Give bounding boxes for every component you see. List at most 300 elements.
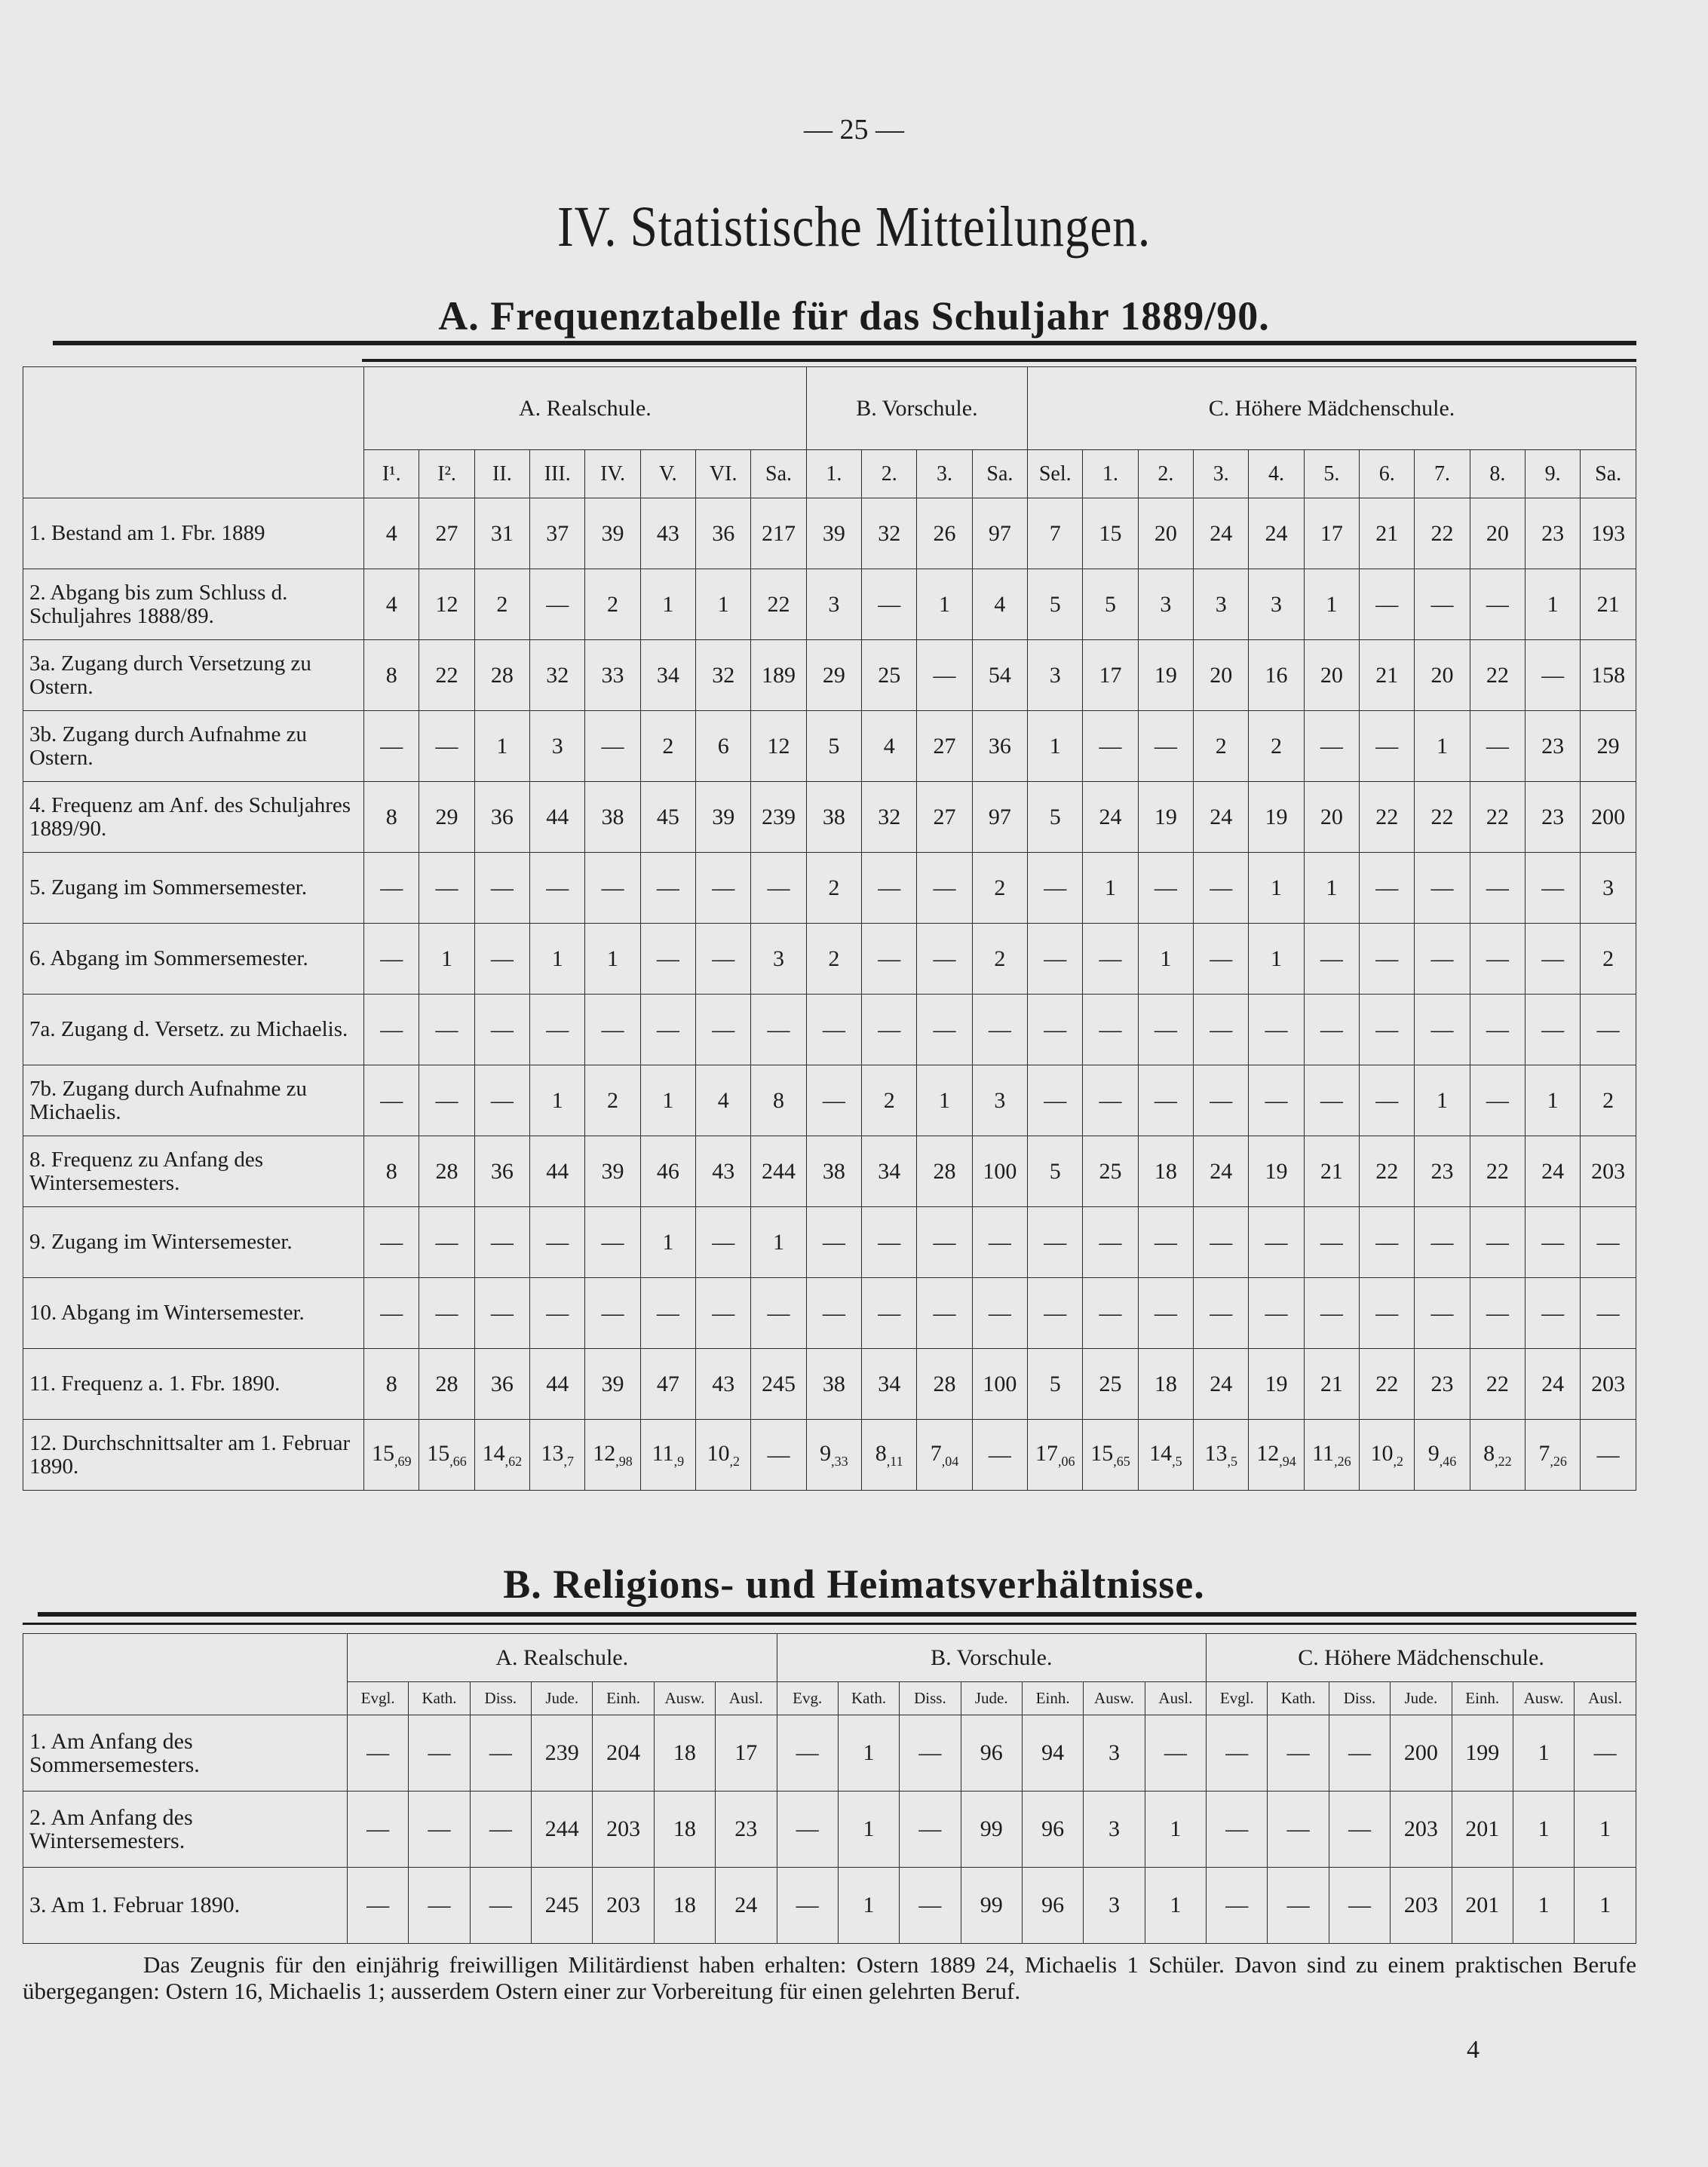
- freq-table-cell: 43: [696, 1349, 751, 1420]
- religion-table-cell: 3: [1084, 1868, 1145, 1944]
- freq-column-header: 3.: [917, 450, 972, 498]
- religion-table-cell: —: [470, 1715, 531, 1792]
- freq-column-header: 2.: [1138, 450, 1193, 498]
- religion-row-label: 2. Am Anfang des Wintersemesters.: [23, 1792, 348, 1868]
- religion-table-cell: 1: [838, 1792, 899, 1868]
- freq-table-cell: —: [1360, 711, 1415, 782]
- religion-top-rule-second: [23, 1623, 1636, 1625]
- freq-table-cell: 24: [1194, 498, 1249, 569]
- freq-table-cell: 38: [806, 1136, 861, 1207]
- religion-table-cell: 1: [1513, 1715, 1574, 1792]
- freq-column-header: 8.: [1470, 450, 1525, 498]
- freq-table-cell: —: [530, 995, 585, 1065]
- religion-column-header: Diss.: [900, 1682, 961, 1715]
- freq-table-cell: 22: [1360, 1349, 1415, 1420]
- freq-table-cell: —: [1360, 995, 1415, 1065]
- freq-table-cell: 32: [862, 782, 917, 853]
- freq-column-header: 1.: [806, 450, 861, 498]
- religion-column-header: Evgl.: [347, 1682, 408, 1715]
- freq-column-header: I².: [419, 450, 474, 498]
- freq-table-cell: 44: [530, 1136, 585, 1207]
- freq-table-cell: 28: [917, 1136, 972, 1207]
- freq-table-cell: —: [1304, 1207, 1359, 1278]
- religion-table-cell: 204: [593, 1715, 654, 1792]
- freq-table-cell: —: [1138, 853, 1193, 924]
- freq-table-cell: $7_{,26}$: [1526, 1420, 1581, 1491]
- freq-table-row: [23, 640, 1636, 711]
- freq-table-cell: 1: [585, 924, 640, 995]
- freq-table-cell: —: [1028, 1278, 1083, 1349]
- freq-table-cell: 38: [585, 782, 640, 853]
- freq-table-cell: 2: [806, 924, 861, 995]
- freq-table-cell: —: [1526, 1207, 1581, 1278]
- freq-table-cell: 38: [806, 1349, 861, 1420]
- freq-table-cell: —: [972, 1278, 1027, 1349]
- freq-table-cell: —: [1470, 569, 1525, 640]
- freq-table-cell: 34: [640, 640, 695, 711]
- freq-table-cell: 19: [1138, 782, 1193, 853]
- freq-table-cell: 1: [1138, 924, 1193, 995]
- freq-table-cell: 8: [364, 1136, 419, 1207]
- religion-column-header: Ausw.: [654, 1682, 715, 1715]
- freq-table-cell: 22: [419, 640, 474, 711]
- freq-table-cell: —: [1194, 1278, 1249, 1349]
- religion-column-header: Jude.: [961, 1682, 1022, 1715]
- religion-table-cell: 3: [1084, 1792, 1145, 1868]
- freq-table-cell: —: [917, 1207, 972, 1278]
- group-header-row: [23, 367, 1636, 450]
- freq-table-cell: 2: [640, 711, 695, 782]
- freq-table-cell: 27: [917, 782, 972, 853]
- freq-table-cell: 1: [917, 1065, 972, 1136]
- freq-table-cell: —: [364, 853, 419, 924]
- freq-column-header: 6.: [1360, 450, 1415, 498]
- freq-table-cell: 24: [1083, 782, 1138, 853]
- freq-row-label: 3a. Zugang durch Versetzung zu Ostern.: [23, 640, 364, 711]
- freq-table-cell: —: [474, 1207, 529, 1278]
- freq-table-cell: —: [1028, 1207, 1083, 1278]
- freq-table-cell: 245: [751, 1349, 806, 1420]
- freq-table-cell: 3: [1138, 569, 1193, 640]
- freq-table-cell: $11_{,26}$: [1304, 1420, 1359, 1491]
- religion-table-cell: —: [1268, 1715, 1329, 1792]
- freq-table-cell: —: [1138, 995, 1193, 1065]
- religion-table-cell: 1: [1575, 1868, 1636, 1944]
- freq-table-cell: 32: [862, 498, 917, 569]
- freq-table-cell: —: [1581, 1278, 1636, 1349]
- freq-table-row: [23, 498, 1636, 569]
- freq-table-row: [23, 853, 1636, 924]
- freq-row-label: 12. Durchschnittsalter am 1. Februar 1890.: [23, 1420, 364, 1491]
- freq-table-cell: —: [419, 1065, 474, 1136]
- freq-table-cell: —: [474, 1278, 529, 1349]
- freq-table-cell: 28: [917, 1349, 972, 1420]
- religion-table-cell: 17: [716, 1715, 777, 1792]
- freq-table-row: [23, 711, 1636, 782]
- freq-column-header: 9.: [1526, 450, 1581, 498]
- freq-table-cell: $15_{,66}$: [419, 1420, 474, 1491]
- freq-table-cell: —: [530, 1278, 585, 1349]
- sheet-number: 4: [1467, 2036, 1480, 2064]
- religion-table-cell: —: [1329, 1715, 1390, 1792]
- religion-table-cell: —: [777, 1868, 838, 1944]
- religion-column-header: Evg.: [777, 1682, 838, 1715]
- religion-table-cell: 239: [532, 1715, 593, 1792]
- freq-table-cell: —: [1138, 711, 1193, 782]
- freq-table-cell: —: [1415, 995, 1470, 1065]
- freq-table-cell: 21: [1360, 498, 1415, 569]
- freq-table-row: [23, 569, 1636, 640]
- freq-table-cell: 36: [696, 498, 751, 569]
- freq-table-cell: 29: [419, 782, 474, 853]
- freq-table-cell: —: [530, 853, 585, 924]
- religion-row-label: 3. Am 1. Februar 1890.: [23, 1868, 348, 1944]
- freq-row-label: 8. Frequenz zu Anfang des Wintersemesters.: [23, 1136, 364, 1207]
- freq-table-cell: 46: [640, 1136, 695, 1207]
- freq-column-header: 3.: [1194, 450, 1249, 498]
- religion-table-cell: —: [900, 1868, 961, 1944]
- religion-table-cell: 201: [1452, 1868, 1513, 1944]
- freq-table-cell: —: [806, 1207, 861, 1278]
- freq-table-cell: 36: [474, 782, 529, 853]
- religion-table-cell: 1: [1145, 1792, 1206, 1868]
- freq-table-cell: —: [917, 853, 972, 924]
- freq-table-cell: —: [419, 995, 474, 1065]
- freq-table-cell: 21: [1360, 640, 1415, 711]
- freq-table-cell: —: [1138, 1065, 1193, 1136]
- freq-table-cell: —: [1028, 995, 1083, 1065]
- freq-table-cell: —: [1304, 1065, 1359, 1136]
- religion-table-cell: —: [777, 1792, 838, 1868]
- freq-row-label: 10. Abgang im Wintersemester.: [23, 1278, 364, 1349]
- religion-table-cell: —: [1268, 1868, 1329, 1944]
- freq-table-cell: —: [1415, 924, 1470, 995]
- freq-table-cell: —: [696, 995, 751, 1065]
- freq-table-cell: 1: [1526, 1065, 1581, 1136]
- religion-column-header: Ausl.: [716, 1682, 777, 1715]
- religion-column-header: Kath.: [409, 1682, 470, 1715]
- freq-table-cell: 31: [474, 498, 529, 569]
- freq-table-cell: —: [1249, 1065, 1304, 1136]
- religion-table-cell: —: [347, 1792, 408, 1868]
- freq-table-cell: 1: [917, 569, 972, 640]
- freq-row-label: 7a. Zugang d. Versetz. zu Michaelis.: [23, 995, 364, 1065]
- religion-table-cell: 1: [1145, 1868, 1206, 1944]
- religion-table-cell: 1: [1513, 1792, 1574, 1868]
- freq-column-header: 4.: [1249, 450, 1304, 498]
- freq-table-cell: 32: [530, 640, 585, 711]
- freq-table-cell: 1: [1526, 569, 1581, 640]
- freq-row-label: 6. Abgang im Sommersemester.: [23, 924, 364, 995]
- religion-column-header: Einh.: [1452, 1682, 1513, 1715]
- freq-table-cell: $13_{,7}$: [530, 1420, 585, 1491]
- religion-group-vorschule: B. Vorschule.: [777, 1634, 1207, 1682]
- religion-table-cell: 1: [1513, 1868, 1574, 1944]
- freq-table-row: [23, 1278, 1636, 1349]
- freq-row-label: 11. Frequenz a. 1. Fbr. 1890.: [23, 1349, 364, 1420]
- freq-table-cell: —: [1415, 853, 1470, 924]
- group-header-realschule: A. Realschule.: [364, 367, 807, 450]
- freq-table-cell: —: [862, 1207, 917, 1278]
- freq-row-label: 7b. Zugang durch Aufnahme zu Michaelis.: [23, 1065, 364, 1136]
- freq-table-cell: 6: [696, 711, 751, 782]
- freq-table-cell: 24: [1526, 1136, 1581, 1207]
- freq-table-cell: —: [1581, 995, 1636, 1065]
- religion-table-cell: 1: [1575, 1792, 1636, 1868]
- religion-table-cell: 18: [654, 1868, 715, 1944]
- freq-column-header: 5.: [1304, 450, 1359, 498]
- freq-table-cell: $14_{,62}$: [474, 1420, 529, 1491]
- freq-table-cell: 203: [1581, 1136, 1636, 1207]
- freq-table-cell: 20: [1138, 498, 1193, 569]
- religion-table-cell: —: [1329, 1792, 1390, 1868]
- freq-table-cell: 1: [474, 711, 529, 782]
- religion-column-header: Diss.: [1329, 1682, 1390, 1715]
- freq-table-cell: —: [1304, 1278, 1359, 1349]
- freq-table-cell: —: [972, 995, 1027, 1065]
- religion-table-cell: 96: [1022, 1792, 1083, 1868]
- freq-table-cell: 22: [1415, 498, 1470, 569]
- freq-table-cell: 20: [1304, 782, 1359, 853]
- freq-table-cell: 1: [1028, 711, 1083, 782]
- freq-table-cell: 4: [696, 1065, 751, 1136]
- freq-table-cell: 15: [1083, 498, 1138, 569]
- religion-table-cell: 96: [1022, 1868, 1083, 1944]
- freq-column-header: 2.: [862, 450, 917, 498]
- freq-table-row: [23, 1207, 1636, 1278]
- freq-table-cell: 244: [751, 1136, 806, 1207]
- freq-table-cell: —: [585, 853, 640, 924]
- freq-table-cell: $10_{,2}$: [1360, 1420, 1415, 1491]
- freq-table-cell: 3: [1581, 853, 1636, 924]
- freq-table-cell: —: [917, 924, 972, 995]
- freq-table-cell: 34: [862, 1136, 917, 1207]
- freq-table-cell: 5: [806, 711, 861, 782]
- freq-table-cell: —: [1415, 569, 1470, 640]
- freq-table-cell: 28: [419, 1136, 474, 1207]
- religion-column-header: Jude.: [532, 1682, 593, 1715]
- religion-table-cell: 24: [716, 1868, 777, 1944]
- freq-table-cell: 29: [1581, 711, 1636, 782]
- freq-table-cell: 33: [585, 640, 640, 711]
- freq-table-cell: 2: [1581, 924, 1636, 995]
- freq-table-row: [23, 995, 1636, 1065]
- religion-table-cell: 1: [838, 1715, 899, 1792]
- freq-table-cell: 5: [1028, 1349, 1083, 1420]
- freq-table-cell: —: [1581, 1207, 1636, 1278]
- freq-column-header: III.: [530, 450, 585, 498]
- religion-table-cell: —: [409, 1868, 470, 1944]
- freq-column-header: Sa.: [1581, 450, 1636, 498]
- freq-table-cell: —: [1194, 1065, 1249, 1136]
- freq-table-cell: 17: [1304, 498, 1359, 569]
- freq-table-cell: —: [1083, 1207, 1138, 1278]
- freq-table-cell: 20: [1415, 640, 1470, 711]
- freq-row-label: 9. Zugang im Wintersemester.: [23, 1207, 364, 1278]
- religion-row-label: 1. Am Anfang des Sommersemesters.: [23, 1715, 348, 1792]
- freq-table-cell: 25: [1083, 1349, 1138, 1420]
- freq-column-header: I¹.: [364, 450, 419, 498]
- freq-table-cell: 97: [972, 782, 1027, 853]
- freq-table-cell: $8_{,22}$: [1470, 1420, 1525, 1491]
- freq-table-cell: 1: [696, 569, 751, 640]
- freq-table-cell: —: [585, 711, 640, 782]
- freq-table-cell: 17: [1083, 640, 1138, 711]
- freq-table-cell: 36: [474, 1349, 529, 1420]
- freq-table-cell: 19: [1138, 640, 1193, 711]
- freq-table-cell: 39: [585, 1349, 640, 1420]
- footnote-text: Das Zeugnis für den einjährig freiwilligen Militärdienst haben erhalten: Ostern 1889 24, Michaelis 1 Schüler. Davon sind zu einem praktischen Berufe übergegangen: Ostern 16, Michaelis 1; ausserdem Ostern einer zur Vorbereitung für einen gelehrten Beruf.: [23, 1951, 1636, 2005]
- freq-table-cell: 8: [364, 782, 419, 853]
- freq-table-cell: 1: [751, 1207, 806, 1278]
- freq-table-cell: 217: [751, 498, 806, 569]
- freq-table-cell: —: [1304, 995, 1359, 1065]
- freq-table-cell: 28: [419, 1349, 474, 1420]
- freq-table-cell: 4: [364, 498, 419, 569]
- freq-table-cell: —: [751, 853, 806, 924]
- religion-table-cell: —: [1145, 1715, 1206, 1792]
- freq-table-cell: —: [696, 924, 751, 995]
- freq-table-cell: —: [1360, 1207, 1415, 1278]
- freq-table-cell: —: [640, 853, 695, 924]
- religion-table-cell: 199: [1452, 1715, 1513, 1792]
- freq-table-cell: 38: [806, 782, 861, 853]
- religion-table-cell: —: [1207, 1868, 1268, 1944]
- freq-row-label: 5. Zugang im Sommersemester.: [23, 853, 364, 924]
- religion-corner-cell: [23, 1634, 348, 1715]
- freq-table-cell: 2: [806, 853, 861, 924]
- religion-top-rule: [38, 1612, 1636, 1617]
- freq-table-cell: 193: [1581, 498, 1636, 569]
- freq-table-cell: 36: [474, 1136, 529, 1207]
- freq-table-cell: 1: [1249, 924, 1304, 995]
- freq-table-cell: —: [806, 1278, 861, 1349]
- freq-table-cell: 2: [1249, 711, 1304, 782]
- freq-table-cell: 2: [585, 1065, 640, 1136]
- freq-table-cell: —: [1470, 853, 1525, 924]
- freq-table-cell: —: [419, 1278, 474, 1349]
- religion-table-cell: 1: [838, 1868, 899, 1944]
- freq-table-cell: —: [419, 853, 474, 924]
- freq-table-cell: —: [862, 995, 917, 1065]
- group-header-vorschule: B. Vorschule.: [806, 367, 1027, 450]
- freq-column-header: Sa.: [751, 450, 806, 498]
- religion-table-cell: 203: [1391, 1792, 1452, 1868]
- freq-table-row: [23, 1420, 1636, 1491]
- freq-table-cell: —: [1249, 1278, 1304, 1349]
- freq-table-cell: —: [1360, 1065, 1415, 1136]
- freq-column-header: Sel.: [1028, 450, 1083, 498]
- religion-table-cell: 203: [593, 1868, 654, 1944]
- freq-table-cell: —: [1083, 1065, 1138, 1136]
- freq-table-cell: $15_{,69}$: [364, 1420, 419, 1491]
- religion-table-title: B. Religions- und Heimatsverhältnisse.: [503, 1562, 1205, 1607]
- freq-table-cell: 3: [751, 924, 806, 995]
- freq-table-cell: —: [1470, 995, 1525, 1065]
- freq-table-cell: 54: [972, 640, 1027, 711]
- corner-cell: [23, 367, 364, 498]
- freq-table-cell: $13_{,5}$: [1194, 1420, 1249, 1491]
- freq-table-cell: —: [1526, 1278, 1581, 1349]
- freq-table-cell: 12: [419, 569, 474, 640]
- religion-table-cell: —: [409, 1792, 470, 1868]
- religion-table-cell: 203: [593, 1792, 654, 1868]
- religion-table-cell: —: [470, 1792, 531, 1868]
- freq-table-cell: 2: [972, 924, 1027, 995]
- freq-table-cell: 24: [1194, 1349, 1249, 1420]
- religion-table-cell: —: [1268, 1792, 1329, 1868]
- freq-table-cell: 203: [1581, 1349, 1636, 1420]
- freq-table-cell: 5: [1028, 569, 1083, 640]
- religion-column-header: Ausw.: [1084, 1682, 1145, 1715]
- freq-table-cell: —: [862, 1278, 917, 1349]
- freq-table-cell: 43: [696, 1136, 751, 1207]
- freq-table-cell: —: [1194, 1207, 1249, 1278]
- freq-table-cell: —: [1526, 995, 1581, 1065]
- freq-table-cell: 37: [530, 498, 585, 569]
- freq-table-cell: 24: [1194, 1136, 1249, 1207]
- freq-table-cell: —: [364, 1207, 419, 1278]
- freq-table-cell: 44: [530, 782, 585, 853]
- freq-table-cell: —: [1470, 711, 1525, 782]
- freq-table-cell: 16: [1249, 640, 1304, 711]
- freq-table-cell: 18: [1138, 1136, 1193, 1207]
- freq-table-cell: 2: [1194, 711, 1249, 782]
- freq-table-cell: —: [474, 853, 529, 924]
- freq-table-cell: 1: [530, 924, 585, 995]
- religion-column-header: Einh.: [593, 1682, 654, 1715]
- freq-table-cell: 22: [751, 569, 806, 640]
- religion-table-cell: 99: [961, 1792, 1022, 1868]
- religion-column-header: Evgl.: [1207, 1682, 1268, 1715]
- freq-table-cell: 5: [1028, 1136, 1083, 1207]
- freq-table-cell: 1: [1415, 1065, 1470, 1136]
- freq-table-cell: $8_{,11}$: [862, 1420, 917, 1491]
- freq-table-cell: —: [696, 853, 751, 924]
- religion-table-cell: —: [409, 1715, 470, 1792]
- religion-table-cell: 244: [532, 1792, 593, 1868]
- religion-table-cell: —: [470, 1868, 531, 1944]
- freq-table-cell: —: [1083, 1278, 1138, 1349]
- freq-table-cell: 1: [1415, 711, 1470, 782]
- freq-table-cell: —: [640, 995, 695, 1065]
- freq-table-cell: 20: [1304, 640, 1359, 711]
- freq-table-cell: —: [1526, 640, 1581, 711]
- freq-table-cell: 100: [972, 1136, 1027, 1207]
- freq-table-cell: —: [1083, 995, 1138, 1065]
- freq-table-cell: —: [1470, 1065, 1525, 1136]
- freq-table-cell: —: [1360, 1278, 1415, 1349]
- freq-table-cell: —: [474, 995, 529, 1065]
- freq-table-row: [23, 1349, 1636, 1420]
- freq-table-cell: 32: [696, 640, 751, 711]
- freq-table-cell: —: [640, 924, 695, 995]
- freq-table-cell: 8: [751, 1065, 806, 1136]
- religion-table-cell: 18: [654, 1792, 715, 1868]
- freq-table-cell: 22: [1470, 640, 1525, 711]
- freq-table-cell: 43: [640, 498, 695, 569]
- freq-table-cell: 23: [1526, 711, 1581, 782]
- freq-table-cell: —: [364, 995, 419, 1065]
- freq-table-cell: —: [1028, 853, 1083, 924]
- freq-table-cell: —: [1194, 924, 1249, 995]
- freq-table-cell: 3: [1028, 640, 1083, 711]
- freq-table-cell: —: [1360, 924, 1415, 995]
- freq-table-cell: 3: [530, 711, 585, 782]
- religion-table-cell: —: [1207, 1792, 1268, 1868]
- freq-table-cell: 1: [1304, 853, 1359, 924]
- freq-column-header: 7.: [1415, 450, 1470, 498]
